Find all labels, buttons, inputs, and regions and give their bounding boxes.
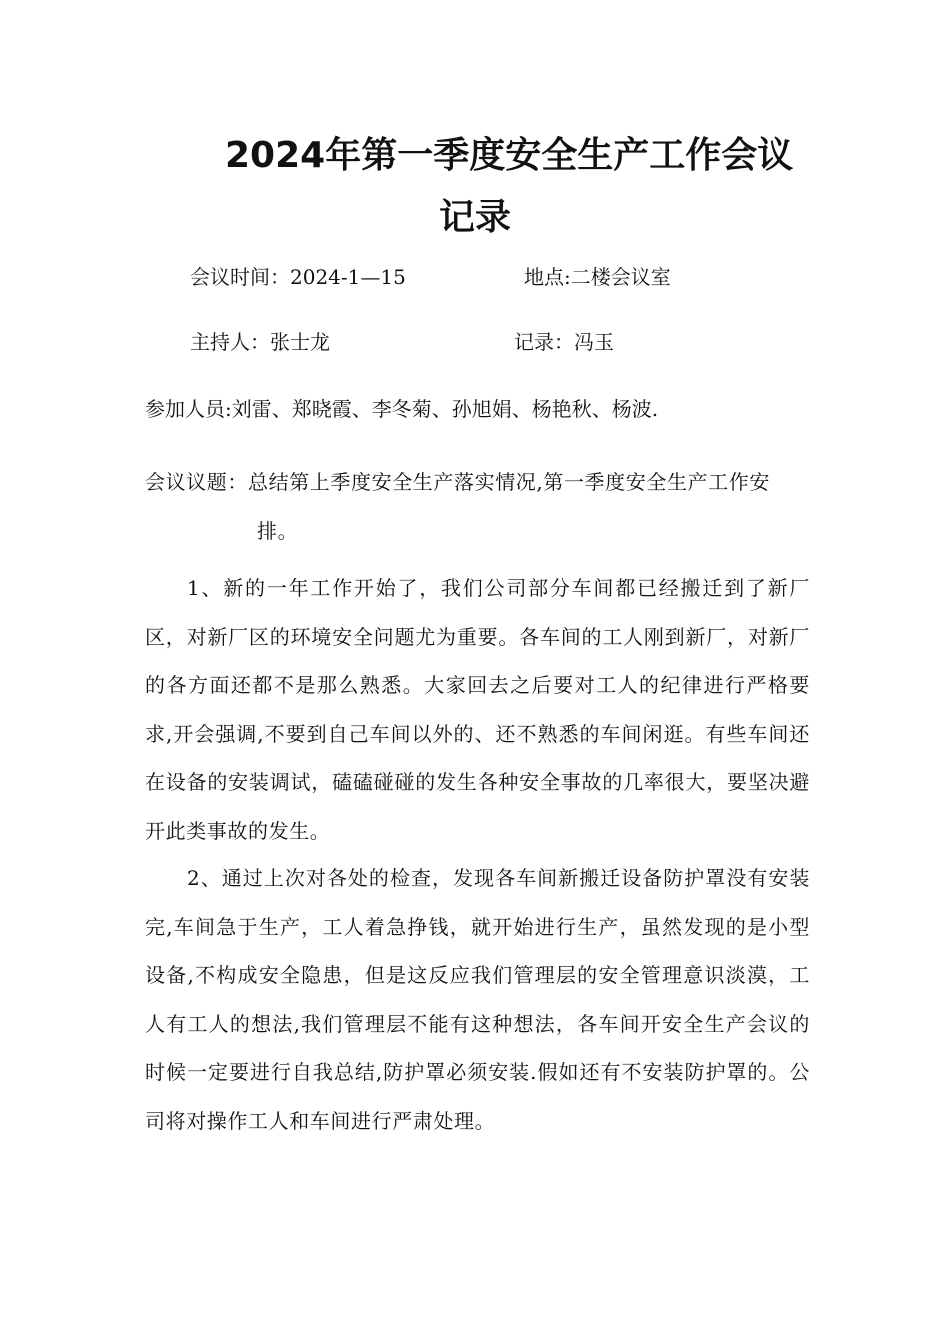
meeting-time: 会议时间：2024-1—15 (190, 265, 406, 289)
paragraph-2: 2、通过上次对各处的检查，发现各车间新搬迁设备防护罩没有安装完,车间急于生产，工人着急挣钱，就开始进行生产，虽然发现的是小型设备,不构成安全隐患，但是这反应我们管理层的安全管理意识淡漠，工人有工人的想法,我们管理层不能有这种想法，各车间开安全生产会议的时候一定要进行自我总结,防护罩必须安装.假如还有不安装防护罩的。公司将对操作工人和车间进行严肃处理。 (145, 866, 810, 1133)
paragraph-1: 1、新的一年工作开始了，我们公司部分车间都已经搬迁到了新厂区，对新厂区的环境安全问题尤为重要。各车间的工人刚到新厂，对新厂的各方面还都不是那么熟悉。大家回去之后要对工人的纪律进行严格要求,开会强调,不要到自己车间以外的、还不熟悉的车间闲逛。有些车间还在设备的安装调试，磕磕碰碰的发生各种安全事故的几率很大，要坚决避开此类事故的发生。 (145, 576, 810, 843)
meeting-host: 主持人：张士龙 (190, 330, 330, 354)
document-title-line1: 2024年第一季度安全生产工作会议 (225, 135, 794, 176)
meeting-recorder: 记录：冯玉 (514, 330, 614, 354)
document-title-line2: 记录 (438, 197, 511, 238)
meeting-attendees: 参加人员:刘雷、郑晓霞、李冬菊、孙旭娟、杨艳秋、杨波. (145, 397, 659, 421)
meeting-topic: 会议议题：总结第上季度安全生产落实情况,第一季度安全生产工作安排。 (145, 470, 770, 543)
meeting-location: 地点:二楼会议室 (524, 265, 671, 289)
